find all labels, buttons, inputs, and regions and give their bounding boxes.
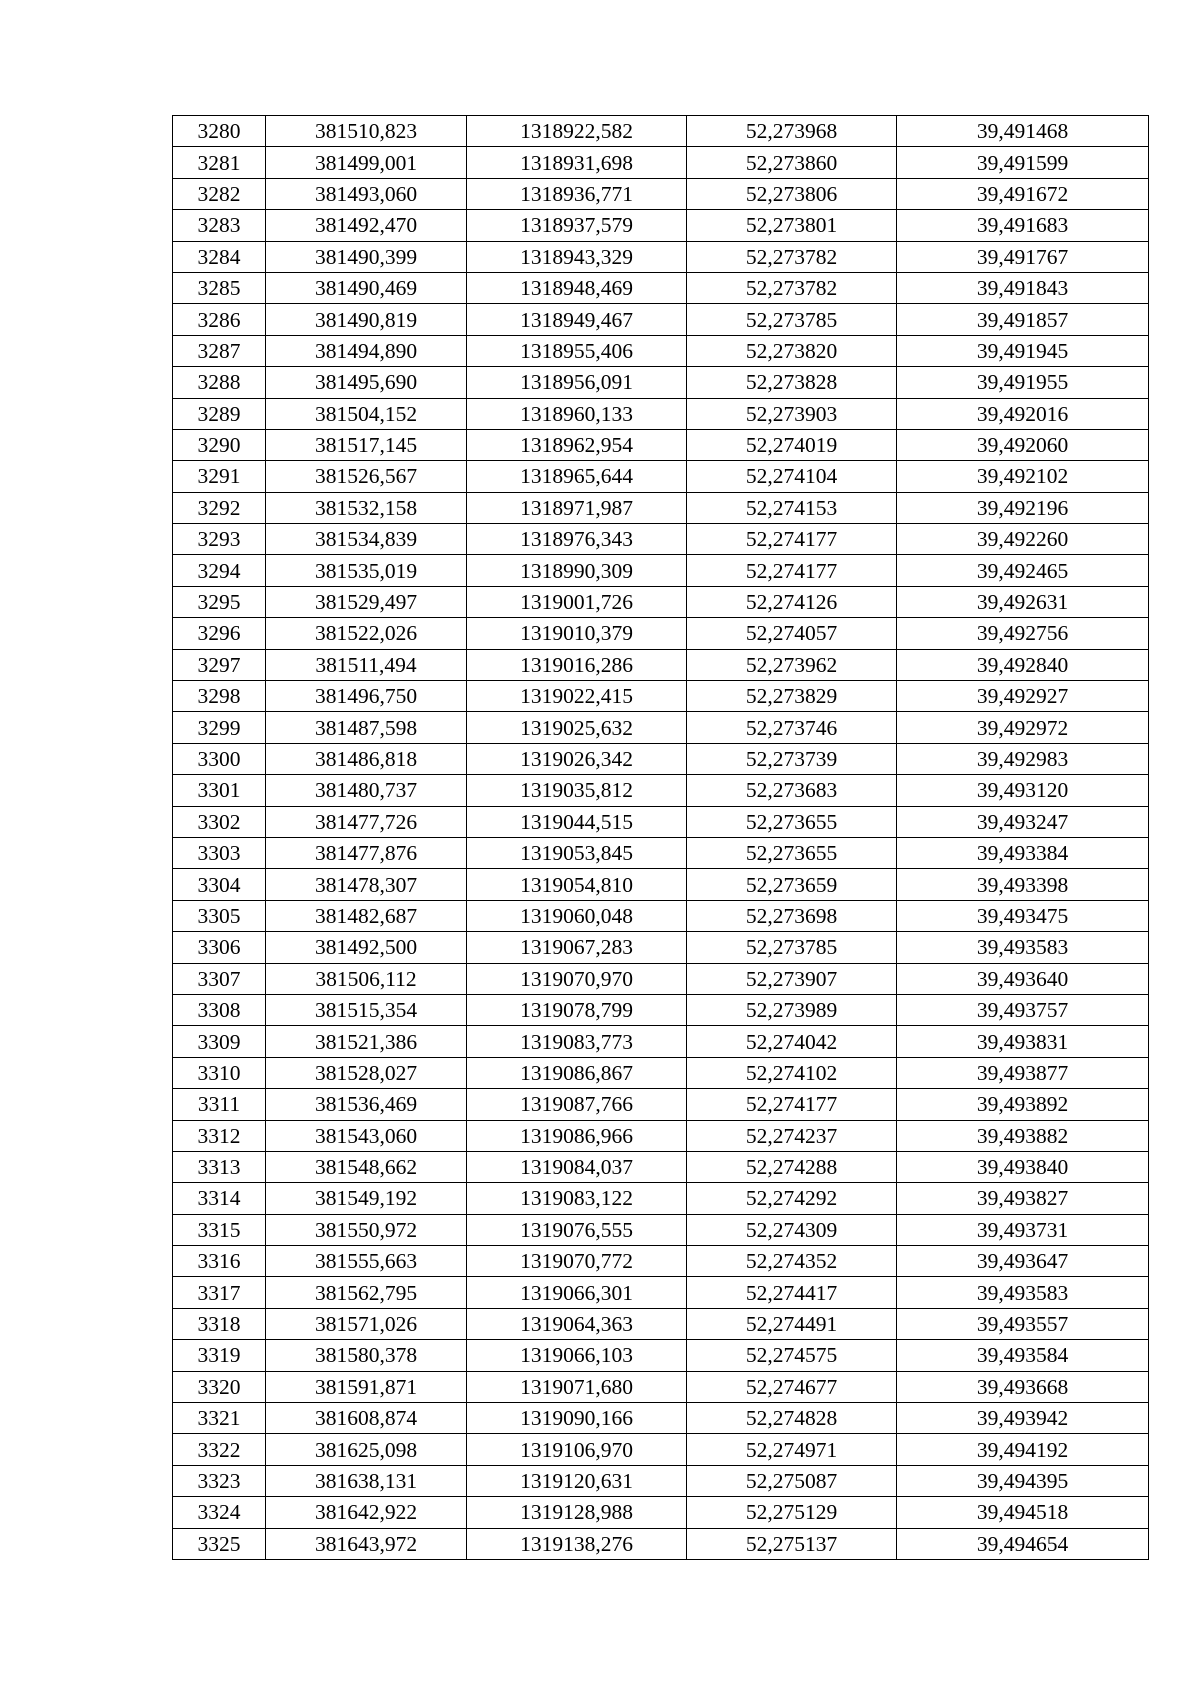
table-row <box>173 429 1149 460</box>
x-coordinate-cell: 381495,690 <box>266 367 467 398</box>
x-coordinate-cell: 381480,737 <box>266 775 467 806</box>
longitude-cell: 39,492972 <box>897 712 1149 743</box>
point-number-cell: 3295 <box>173 586 266 617</box>
x-coordinate-cell: 381549,192 <box>266 1183 467 1214</box>
point-number-cell: 3309 <box>173 1026 266 1057</box>
x-coordinate-cell: 381477,876 <box>266 837 467 868</box>
y-coordinate-cell: 1319076,555 <box>467 1214 687 1245</box>
y-coordinate-cell: 1318943,329 <box>467 241 687 272</box>
point-number-cell: 3304 <box>173 869 266 900</box>
point-number-cell: 3287 <box>173 335 266 366</box>
point-number-cell: 3288 <box>173 367 266 398</box>
latitude-cell: 52,274575 <box>687 1340 897 1371</box>
longitude-cell: 39,491599 <box>897 147 1149 178</box>
latitude-cell: 52,273962 <box>687 649 897 680</box>
latitude-cell: 52,274057 <box>687 618 897 649</box>
x-coordinate-cell: 381517,145 <box>266 429 467 460</box>
latitude-cell: 52,273782 <box>687 272 897 303</box>
longitude-cell: 39,493247 <box>897 806 1149 837</box>
point-number-cell: 3291 <box>173 461 266 492</box>
y-coordinate-cell: 1319035,812 <box>467 775 687 806</box>
table-row <box>173 1434 1149 1465</box>
longitude-cell: 39,491683 <box>897 210 1149 241</box>
table-row <box>173 1528 1149 1559</box>
latitude-cell: 52,273828 <box>687 367 897 398</box>
x-coordinate-cell: 381510,823 <box>266 116 467 147</box>
y-coordinate-cell: 1319070,772 <box>467 1246 687 1277</box>
x-coordinate-cell: 381499,001 <box>266 147 467 178</box>
longitude-cell: 39,494654 <box>897 1528 1149 1559</box>
table-row <box>173 869 1149 900</box>
table-row <box>173 837 1149 868</box>
longitude-cell: 39,493398 <box>897 869 1149 900</box>
latitude-cell: 52,273989 <box>687 994 897 1025</box>
y-coordinate-cell: 1318976,343 <box>467 524 687 555</box>
point-number-cell: 3320 <box>173 1371 266 1402</box>
y-coordinate-cell: 1318955,406 <box>467 335 687 366</box>
longitude-cell: 39,491843 <box>897 272 1149 303</box>
y-coordinate-cell: 1319044,515 <box>467 806 687 837</box>
table-row <box>173 1089 1149 1120</box>
table-row <box>173 178 1149 209</box>
longitude-cell: 39,492631 <box>897 586 1149 617</box>
table-row <box>173 1340 1149 1371</box>
y-coordinate-cell: 1318960,133 <box>467 398 687 429</box>
latitude-cell: 52,274237 <box>687 1120 897 1151</box>
y-coordinate-cell: 1318948,469 <box>467 272 687 303</box>
table-row <box>173 681 1149 712</box>
latitude-cell: 52,273683 <box>687 775 897 806</box>
y-coordinate-cell: 1319084,037 <box>467 1151 687 1182</box>
table-row <box>173 210 1149 241</box>
table-row <box>173 398 1149 429</box>
latitude-cell: 52,274828 <box>687 1403 897 1434</box>
longitude-cell: 39,492196 <box>897 492 1149 523</box>
table-row <box>173 712 1149 743</box>
latitude-cell: 52,273860 <box>687 147 897 178</box>
table-row <box>173 1403 1149 1434</box>
longitude-cell: 39,492016 <box>897 398 1149 429</box>
table-row <box>173 994 1149 1025</box>
y-coordinate-cell: 1319066,103 <box>467 1340 687 1371</box>
latitude-cell: 52,273903 <box>687 398 897 429</box>
latitude-cell: 52,274309 <box>687 1214 897 1245</box>
latitude-cell: 52,273907 <box>687 963 897 994</box>
x-coordinate-cell: 381478,307 <box>266 869 467 900</box>
x-coordinate-cell: 381608,874 <box>266 1403 467 1434</box>
x-coordinate-cell: 381536,469 <box>266 1089 467 1120</box>
longitude-cell: 39,491945 <box>897 335 1149 366</box>
point-number-cell: 3289 <box>173 398 266 429</box>
latitude-cell: 52,274042 <box>687 1026 897 1057</box>
point-number-cell: 3298 <box>173 681 266 712</box>
x-coordinate-cell: 381490,469 <box>266 272 467 303</box>
y-coordinate-cell: 1318965,644 <box>467 461 687 492</box>
point-number-cell: 3308 <box>173 994 266 1025</box>
longitude-cell: 39,493942 <box>897 1403 1149 1434</box>
table-row <box>173 524 1149 555</box>
x-coordinate-cell: 381496,750 <box>266 681 467 712</box>
y-coordinate-cell: 1319086,966 <box>467 1120 687 1151</box>
longitude-cell: 39,491955 <box>897 367 1149 398</box>
longitude-cell: 39,493120 <box>897 775 1149 806</box>
latitude-cell: 52,274102 <box>687 1057 897 1088</box>
point-number-cell: 3301 <box>173 775 266 806</box>
longitude-cell: 39,493583 <box>897 1277 1149 1308</box>
longitude-cell: 39,492927 <box>897 681 1149 712</box>
x-coordinate-cell: 381529,497 <box>266 586 467 617</box>
point-number-cell: 3297 <box>173 649 266 680</box>
point-number-cell: 3282 <box>173 178 266 209</box>
x-coordinate-cell: 381504,152 <box>266 398 467 429</box>
x-coordinate-cell: 381515,354 <box>266 994 467 1025</box>
y-coordinate-cell: 1319138,276 <box>467 1528 687 1559</box>
point-number-cell: 3280 <box>173 116 266 147</box>
x-coordinate-cell: 381477,726 <box>266 806 467 837</box>
point-number-cell: 3325 <box>173 1528 266 1559</box>
latitude-cell: 52,274019 <box>687 429 897 460</box>
point-number-cell: 3284 <box>173 241 266 272</box>
table-row <box>173 1246 1149 1277</box>
y-coordinate-cell: 1319060,048 <box>467 900 687 931</box>
latitude-cell: 52,274288 <box>687 1151 897 1182</box>
x-coordinate-cell: 381521,386 <box>266 1026 467 1057</box>
x-coordinate-cell: 381522,026 <box>266 618 467 649</box>
latitude-cell: 52,273968 <box>687 116 897 147</box>
table-row <box>173 147 1149 178</box>
longitude-cell: 39,493475 <box>897 900 1149 931</box>
point-number-cell: 3324 <box>173 1497 266 1528</box>
latitude-cell: 52,273655 <box>687 806 897 837</box>
y-coordinate-cell: 1318931,698 <box>467 147 687 178</box>
latitude-cell: 52,274971 <box>687 1434 897 1465</box>
y-coordinate-cell: 1319001,726 <box>467 586 687 617</box>
longitude-cell: 39,493384 <box>897 837 1149 868</box>
longitude-cell: 39,492756 <box>897 618 1149 649</box>
latitude-cell: 52,274126 <box>687 586 897 617</box>
x-coordinate-cell: 381526,567 <box>266 461 467 492</box>
x-coordinate-cell: 381492,500 <box>266 932 467 963</box>
latitude-cell: 52,274153 <box>687 492 897 523</box>
y-coordinate-cell: 1319026,342 <box>467 743 687 774</box>
x-coordinate-cell: 381562,795 <box>266 1277 467 1308</box>
longitude-cell: 39,491767 <box>897 241 1149 272</box>
y-coordinate-cell: 1318949,467 <box>467 304 687 335</box>
latitude-cell: 52,273782 <box>687 241 897 272</box>
point-number-cell: 3300 <box>173 743 266 774</box>
longitude-cell: 39,493640 <box>897 963 1149 994</box>
latitude-cell: 52,275087 <box>687 1465 897 1496</box>
point-number-cell: 3294 <box>173 555 266 586</box>
longitude-cell: 39,493584 <box>897 1340 1149 1371</box>
y-coordinate-cell: 1319120,631 <box>467 1465 687 1496</box>
point-number-cell: 3323 <box>173 1465 266 1496</box>
x-coordinate-cell: 381493,060 <box>266 178 467 209</box>
table-row <box>173 335 1149 366</box>
x-coordinate-cell: 381487,598 <box>266 712 467 743</box>
table-row <box>173 1308 1149 1339</box>
table-row <box>173 1371 1149 1402</box>
x-coordinate-cell: 381534,839 <box>266 524 467 555</box>
coordinates-table-body <box>173 116 1149 1560</box>
x-coordinate-cell: 381532,158 <box>266 492 467 523</box>
table-row <box>173 1277 1149 1308</box>
latitude-cell: 52,274177 <box>687 1089 897 1120</box>
x-coordinate-cell: 381492,470 <box>266 210 467 241</box>
longitude-cell: 39,491857 <box>897 304 1149 335</box>
table-row <box>173 618 1149 649</box>
point-number-cell: 3299 <box>173 712 266 743</box>
x-coordinate-cell: 381490,819 <box>266 304 467 335</box>
y-coordinate-cell: 1318962,954 <box>467 429 687 460</box>
y-coordinate-cell: 1319083,773 <box>467 1026 687 1057</box>
y-coordinate-cell: 1319087,766 <box>467 1089 687 1120</box>
point-number-cell: 3286 <box>173 304 266 335</box>
point-number-cell: 3321 <box>173 1403 266 1434</box>
y-coordinate-cell: 1319010,379 <box>467 618 687 649</box>
y-coordinate-cell: 1319070,970 <box>467 963 687 994</box>
longitude-cell: 39,493647 <box>897 1246 1149 1277</box>
latitude-cell: 52,274352 <box>687 1246 897 1277</box>
longitude-cell: 39,493557 <box>897 1308 1149 1339</box>
point-number-cell: 3315 <box>173 1214 266 1245</box>
longitude-cell: 39,492260 <box>897 524 1149 555</box>
y-coordinate-cell: 1319106,970 <box>467 1434 687 1465</box>
latitude-cell: 52,273785 <box>687 304 897 335</box>
x-coordinate-cell: 381535,019 <box>266 555 467 586</box>
longitude-cell: 39,492102 <box>897 461 1149 492</box>
x-coordinate-cell: 381643,972 <box>266 1528 467 1559</box>
x-coordinate-cell: 381625,098 <box>266 1434 467 1465</box>
x-coordinate-cell: 381543,060 <box>266 1120 467 1151</box>
y-coordinate-cell: 1319064,363 <box>467 1308 687 1339</box>
y-coordinate-cell: 1319025,632 <box>467 712 687 743</box>
point-number-cell: 3285 <box>173 272 266 303</box>
table-row <box>173 900 1149 931</box>
table-row <box>173 1057 1149 1088</box>
table-row <box>173 1026 1149 1057</box>
latitude-cell: 52,275137 <box>687 1528 897 1559</box>
point-number-cell: 3281 <box>173 147 266 178</box>
latitude-cell: 52,273698 <box>687 900 897 931</box>
point-number-cell: 3283 <box>173 210 266 241</box>
x-coordinate-cell: 381550,972 <box>266 1214 467 1245</box>
y-coordinate-cell: 1318956,091 <box>467 367 687 398</box>
table-row <box>173 367 1149 398</box>
table-row <box>173 775 1149 806</box>
y-coordinate-cell: 1318937,579 <box>467 210 687 241</box>
table-row <box>173 1497 1149 1528</box>
latitude-cell: 52,274491 <box>687 1308 897 1339</box>
latitude-cell: 52,273829 <box>687 681 897 712</box>
table-row <box>173 1183 1149 1214</box>
table-row <box>173 1214 1149 1245</box>
latitude-cell: 52,273655 <box>687 837 897 868</box>
table-row <box>173 1151 1149 1182</box>
longitude-cell: 39,491672 <box>897 178 1149 209</box>
y-coordinate-cell: 1319090,166 <box>467 1403 687 1434</box>
y-coordinate-cell: 1319053,845 <box>467 837 687 868</box>
longitude-cell: 39,493831 <box>897 1026 1149 1057</box>
x-coordinate-cell: 381591,871 <box>266 1371 467 1402</box>
x-coordinate-cell: 381580,378 <box>266 1340 467 1371</box>
x-coordinate-cell: 381555,663 <box>266 1246 467 1277</box>
point-number-cell: 3310 <box>173 1057 266 1088</box>
table-row <box>173 555 1149 586</box>
table-row <box>173 492 1149 523</box>
x-coordinate-cell: 381638,131 <box>266 1465 467 1496</box>
table-row <box>173 743 1149 774</box>
point-number-cell: 3312 <box>173 1120 266 1151</box>
x-coordinate-cell: 381482,687 <box>266 900 467 931</box>
table-row <box>173 1120 1149 1151</box>
table-row <box>173 806 1149 837</box>
longitude-cell: 39,493757 <box>897 994 1149 1025</box>
table-row <box>173 586 1149 617</box>
latitude-cell: 52,274104 <box>687 461 897 492</box>
longitude-cell: 39,493827 <box>897 1183 1149 1214</box>
longitude-cell: 39,492060 <box>897 429 1149 460</box>
coordinates-table <box>172 115 1149 1560</box>
x-coordinate-cell: 381506,112 <box>266 963 467 994</box>
y-coordinate-cell: 1319071,680 <box>467 1371 687 1402</box>
longitude-cell: 39,492465 <box>897 555 1149 586</box>
y-coordinate-cell: 1318990,309 <box>467 555 687 586</box>
point-number-cell: 3317 <box>173 1277 266 1308</box>
longitude-cell: 39,494192 <box>897 1434 1149 1465</box>
point-number-cell: 3293 <box>173 524 266 555</box>
longitude-cell: 39,492983 <box>897 743 1149 774</box>
y-coordinate-cell: 1318936,771 <box>467 178 687 209</box>
latitude-cell: 52,274177 <box>687 524 897 555</box>
longitude-cell: 39,493731 <box>897 1214 1149 1245</box>
longitude-cell: 39,493583 <box>897 932 1149 963</box>
table-row <box>173 963 1149 994</box>
table-row <box>173 1465 1149 1496</box>
x-coordinate-cell: 381571,026 <box>266 1308 467 1339</box>
y-coordinate-cell: 1319054,810 <box>467 869 687 900</box>
latitude-cell: 52,274677 <box>687 1371 897 1402</box>
table-row <box>173 241 1149 272</box>
table-row <box>173 932 1149 963</box>
x-coordinate-cell: 381511,494 <box>266 649 467 680</box>
latitude-cell: 52,273739 <box>687 743 897 774</box>
x-coordinate-cell: 381548,662 <box>266 1151 467 1182</box>
point-number-cell: 3306 <box>173 932 266 963</box>
point-number-cell: 3296 <box>173 618 266 649</box>
longitude-cell: 39,493892 <box>897 1089 1149 1120</box>
point-number-cell: 3318 <box>173 1308 266 1339</box>
latitude-cell: 52,274177 <box>687 555 897 586</box>
y-coordinate-cell: 1319067,283 <box>467 932 687 963</box>
point-number-cell: 3313 <box>173 1151 266 1182</box>
y-coordinate-cell: 1319022,415 <box>467 681 687 712</box>
longitude-cell: 39,493668 <box>897 1371 1149 1402</box>
point-number-cell: 3316 <box>173 1246 266 1277</box>
point-number-cell: 3319 <box>173 1340 266 1371</box>
latitude-cell: 52,273820 <box>687 335 897 366</box>
longitude-cell: 39,492840 <box>897 649 1149 680</box>
y-coordinate-cell: 1319066,301 <box>467 1277 687 1308</box>
point-number-cell: 3290 <box>173 429 266 460</box>
latitude-cell: 52,273806 <box>687 178 897 209</box>
y-coordinate-cell: 1319086,867 <box>467 1057 687 1088</box>
latitude-cell: 52,273785 <box>687 932 897 963</box>
point-number-cell: 3292 <box>173 492 266 523</box>
latitude-cell: 52,273801 <box>687 210 897 241</box>
table-row <box>173 272 1149 303</box>
latitude-cell: 52,275129 <box>687 1497 897 1528</box>
y-coordinate-cell: 1318971,987 <box>467 492 687 523</box>
longitude-cell: 39,493877 <box>897 1057 1149 1088</box>
table-row <box>173 649 1149 680</box>
x-coordinate-cell: 381494,890 <box>266 335 467 366</box>
y-coordinate-cell: 1319128,988 <box>467 1497 687 1528</box>
longitude-cell: 39,493840 <box>897 1151 1149 1182</box>
longitude-cell: 39,494518 <box>897 1497 1149 1528</box>
latitude-cell: 52,274417 <box>687 1277 897 1308</box>
point-number-cell: 3302 <box>173 806 266 837</box>
x-coordinate-cell: 381528,027 <box>266 1057 467 1088</box>
y-coordinate-cell: 1319078,799 <box>467 994 687 1025</box>
latitude-cell: 52,274292 <box>687 1183 897 1214</box>
table-row <box>173 461 1149 492</box>
x-coordinate-cell: 381490,399 <box>266 241 467 272</box>
latitude-cell: 52,273659 <box>687 869 897 900</box>
y-coordinate-cell: 1319083,122 <box>467 1183 687 1214</box>
y-coordinate-cell: 1318922,582 <box>467 116 687 147</box>
x-coordinate-cell: 381642,922 <box>266 1497 467 1528</box>
point-number-cell: 3305 <box>173 900 266 931</box>
point-number-cell: 3303 <box>173 837 266 868</box>
longitude-cell: 39,494395 <box>897 1465 1149 1496</box>
table-row <box>173 304 1149 335</box>
y-coordinate-cell: 1319016,286 <box>467 649 687 680</box>
x-coordinate-cell: 381486,818 <box>266 743 467 774</box>
latitude-cell: 52,273746 <box>687 712 897 743</box>
point-number-cell: 3307 <box>173 963 266 994</box>
point-number-cell: 3322 <box>173 1434 266 1465</box>
point-number-cell: 3314 <box>173 1183 266 1214</box>
table-row <box>173 116 1149 147</box>
longitude-cell: 39,491468 <box>897 116 1149 147</box>
point-number-cell: 3311 <box>173 1089 266 1120</box>
longitude-cell: 39,493882 <box>897 1120 1149 1151</box>
